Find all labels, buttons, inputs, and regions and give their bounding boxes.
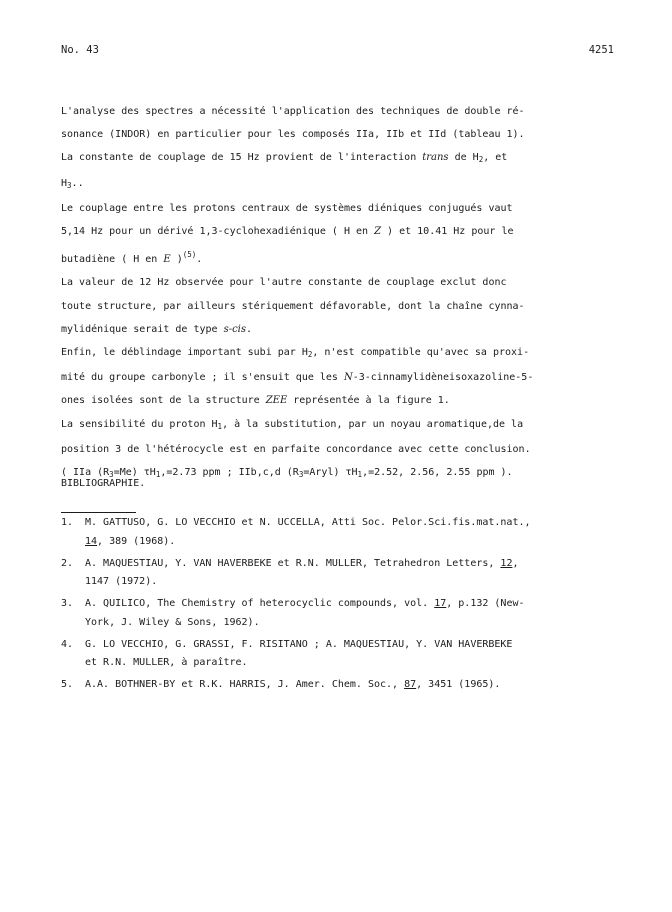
reference-item: 1. M. GATTUSO, G. LO VECCHIO et N. UCCELLA, Atti Soc. Pelor.Sci.fis.mat.nat., 14, 389 (1968). — [61, 517, 531, 547]
journal-issue-number: No. 43 — [61, 44, 99, 56]
text-line: butadiène ( H en E )$^{(5)}$. — [61, 250, 203, 266]
text-line: Le couplage entre les protons centraux de systèmes diéniques conjugués vaut — [61, 202, 513, 214]
reference-item: 5. A.A. BOTHNER-BY et R.K. HARRIS, J. Amer. Chem. Soc., 87, 3451 (1965). — [61, 679, 501, 690]
reference-item: 2. A. MAQUESTIAU, Y. VAN HAVERBEKE et R.N. MULLER, Tetrahedron Letters, 12, 1147 (1972). — [61, 557, 519, 587]
page-number: 4251 — [588, 44, 614, 56]
bibliography-heading: BIBLIOGRAPHIE. — [61, 478, 146, 489]
text-line: position 3 de l'hétérocycle est en parfaite concordance avec cette conclusion. — [61, 443, 531, 455]
text-line: L'analyse des spectres a nécessité l'application des techniques de double ré- — [61, 106, 525, 117]
reference-item: 4. G. LO VECCHIO, G. GRASSI, F. RISITANO ; A. MAQUESTIAU, Y. VAN HAVERBEKE et R.N. MULLER, à paraître. — [61, 638, 513, 668]
body-text — [61, 100, 617, 486]
text-line: mylidénique serait de type s-cis. — [61, 323, 253, 335]
text-line: 5,14 Hz pour un dérivé 1,3-cyclohexadiénique ( H en Z ) et 10.41 Hz pour le — [61, 226, 514, 238]
text-line: ones isolées sont de la structure ZEE représentée à la figure 1. — [61, 395, 450, 407]
text-line: La valeur de 12 Hz observée pour l'autre constante de couplage exclut donc — [61, 277, 507, 289]
text-line: sonance (INDOR) en particulier pour les composés IIa, IIb et IId (tableau 1). — [61, 129, 525, 141]
citation-superscript: (5) — [182, 250, 197, 260]
text-line: toute structure, par ailleurs stériquement défavorable, dont la chaîne cynna- — [61, 300, 525, 312]
heading-underline — [61, 512, 136, 513]
text-line: Enfin, le déblindage important subi par $H_2$, n'est compatible qu'avec sa proxi- — [61, 347, 530, 360]
reference-item: 3. A. QUILICO, The Chemistry of heterocyclic compounds, vol. 17, p.132 (New- York, J. Wiley & Sons, 1962). — [61, 598, 525, 628]
text-line: La sensibilité du proton $H_1$, à la substitution, par un noyau aromatique,de la — [61, 418, 524, 431]
text-line: La constante de couplage de 15 Hz provient de l'interaction trans de $H_2$, et — [61, 152, 508, 165]
text-line: $H_3$.. — [61, 177, 84, 190]
text-line: mité du groupe carbonyle ; il s'ensuit que les N-3-cinnamylidèneisoxazoline-5- — [61, 372, 534, 384]
text-line: ( IIa $(R_3=Me)$ $\tau H_1,=2.73$ ppm ; IIb,c,d $(R_3=Aryl)$ $\tau H_1,=2.52$, 2.56, 2.55 ppm ). — [61, 467, 513, 480]
reference-list — [61, 514, 621, 698]
